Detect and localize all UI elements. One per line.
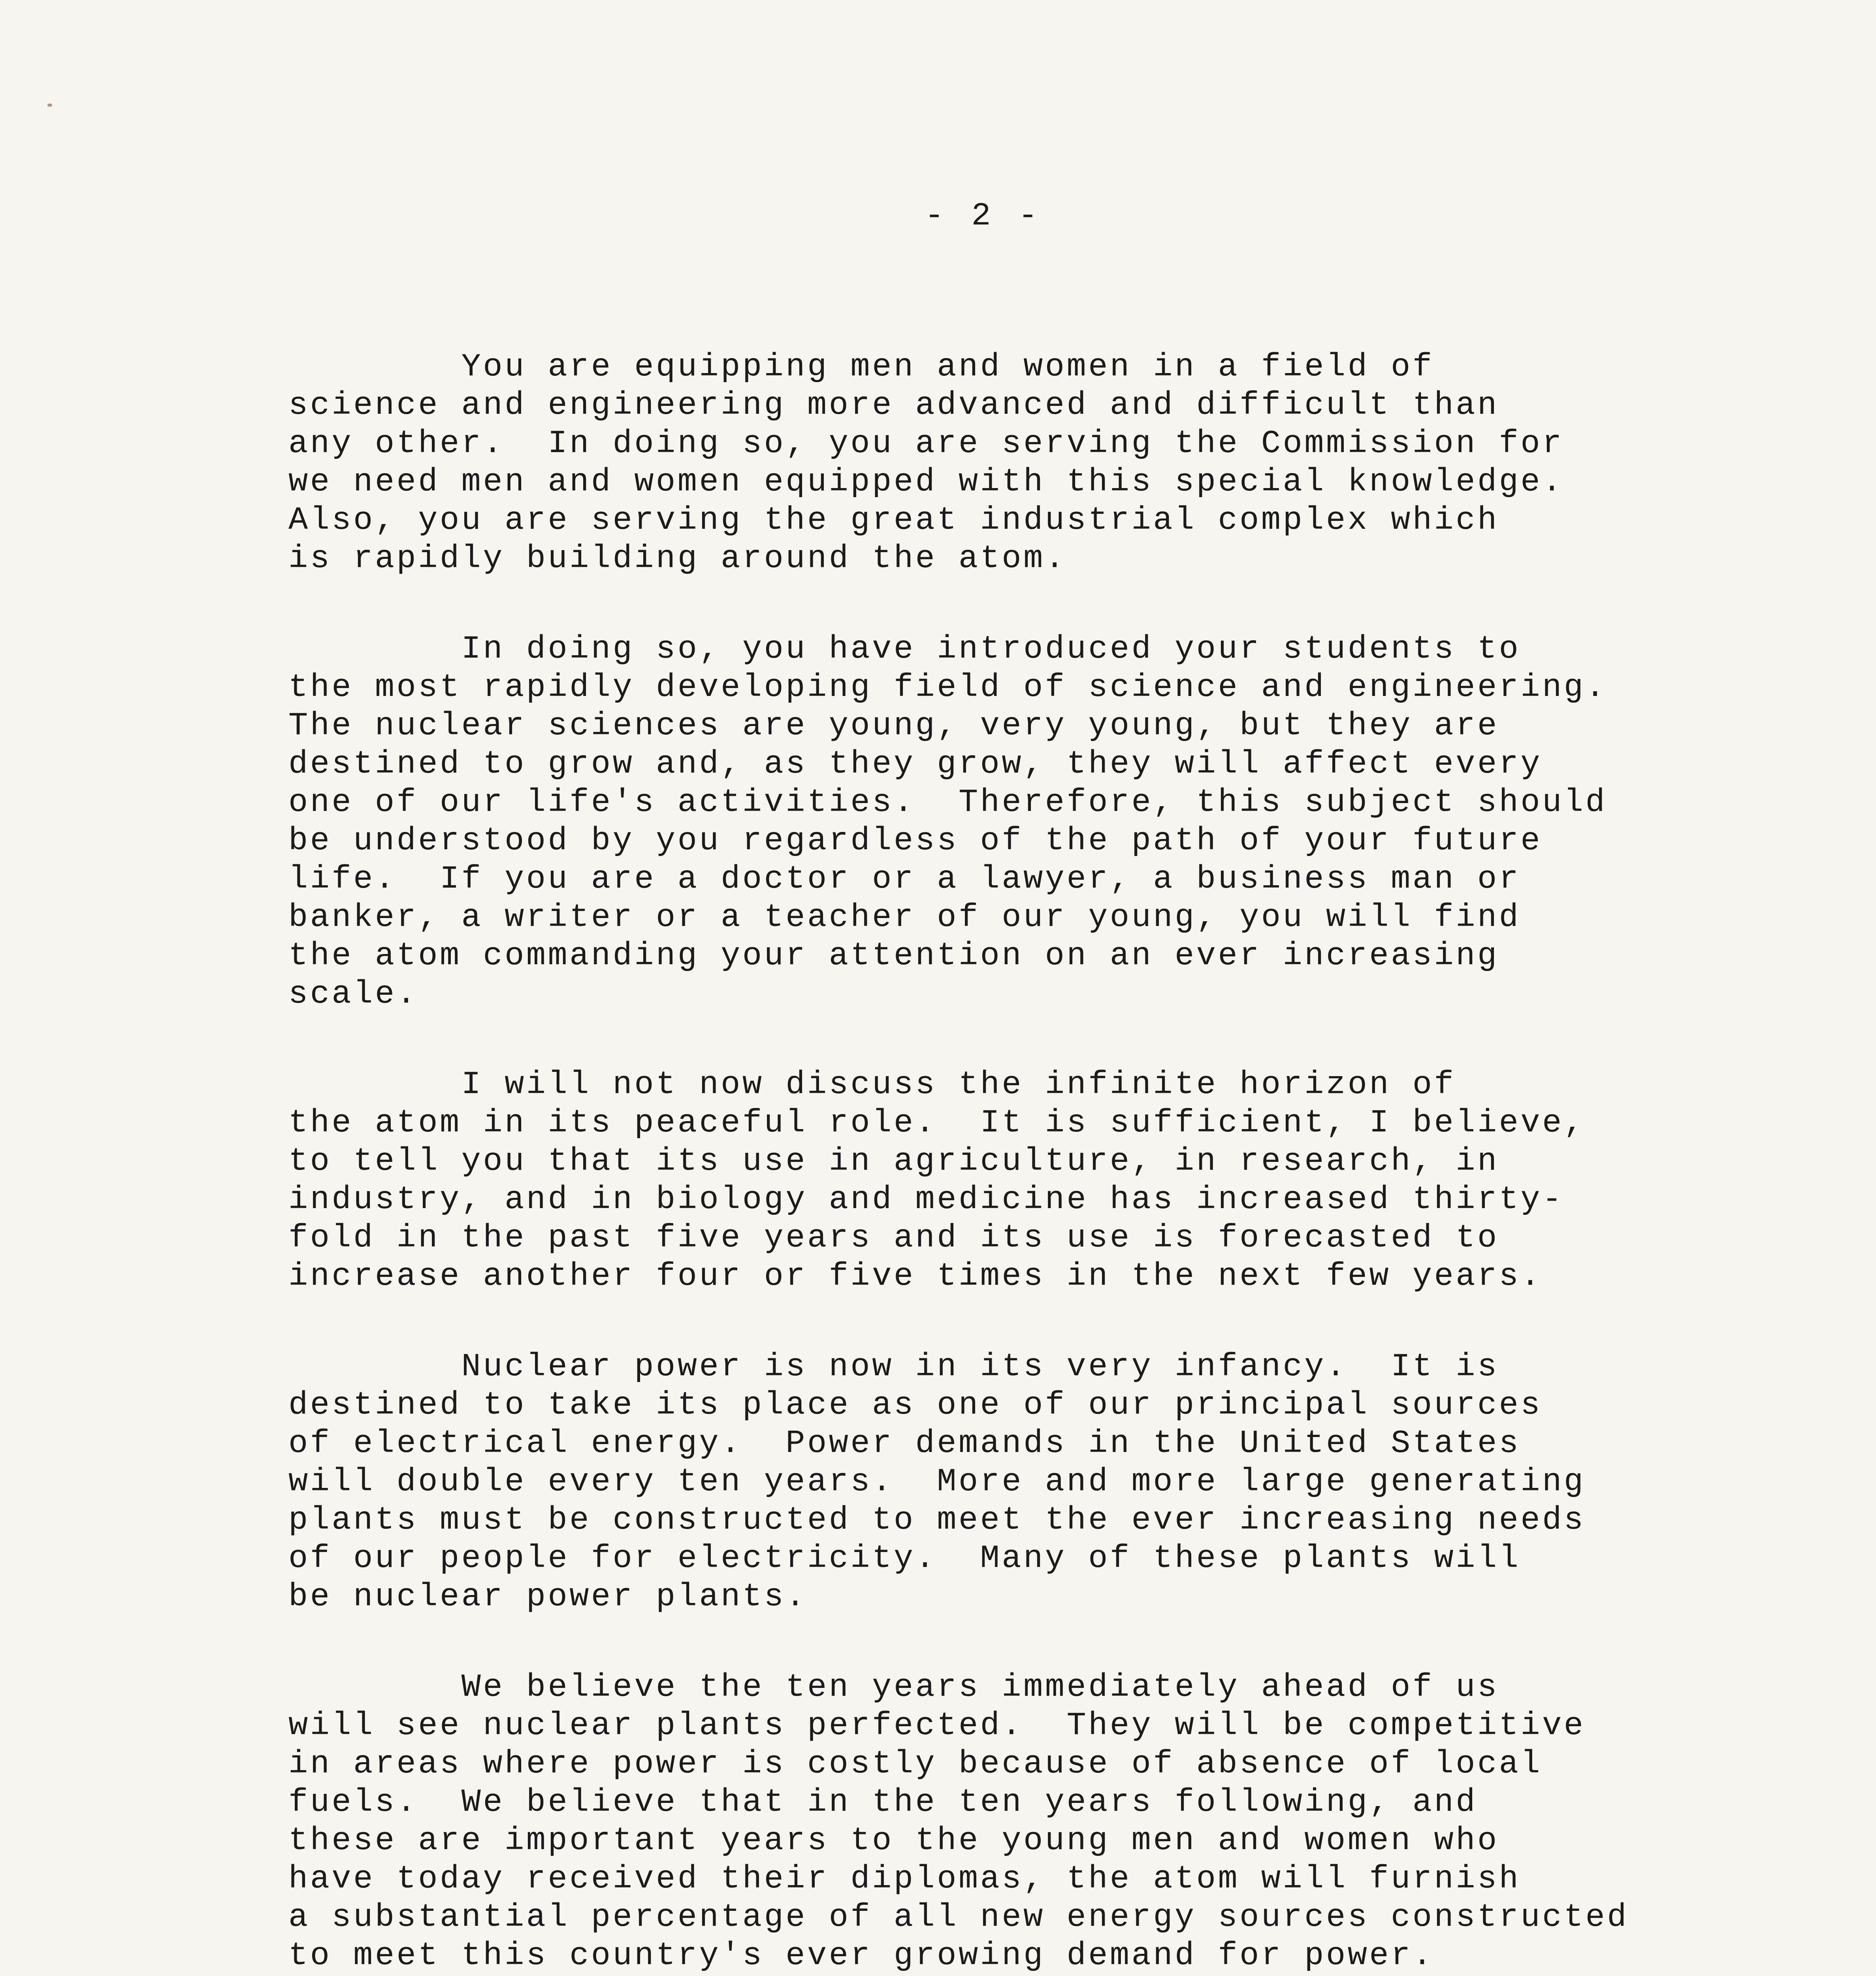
text-line: You are equipping men and women in a field of xyxy=(288,349,1434,385)
page-number: - 2 - xyxy=(925,198,1042,234)
paper-speck xyxy=(47,104,52,107)
text-line: In doing so, you have introduced your students to xyxy=(288,631,1521,667)
text-line: will double every ten years. More and more large generating xyxy=(288,1463,1586,1500)
text-line: is rapidly building around the atom. xyxy=(288,540,1067,577)
text-line: I will not now discuss the infinite horizon of xyxy=(288,1066,1456,1103)
text-line: banker, a writer or a teacher of our young, you will find xyxy=(288,899,1521,936)
text-line: any other. In doing so, you are serving the Commission for xyxy=(288,425,1564,462)
text-line: We believe the ten years immediately ahead of us xyxy=(288,1669,1499,1706)
paragraph-5 xyxy=(288,1668,1750,1975)
document-body xyxy=(288,348,1750,1976)
text-line: to tell you that its use in agriculture, in research, in xyxy=(288,1143,1499,1180)
text-line: fold in the past five years and its use is forecasted to xyxy=(288,1220,1499,1256)
text-line: plants must be constructed to meet the ever increasing needs xyxy=(288,1502,1586,1539)
paragraph-1 xyxy=(288,348,1750,578)
text-line: have today received their diplomas, the atom will furnish xyxy=(288,1861,1521,1897)
text-line: one of our life's activities. Therefore, this subject should xyxy=(288,784,1607,821)
text-line: these are important years to the young men and women who xyxy=(288,1822,1499,1859)
text-line: of our people for electricity. Many of these plants will xyxy=(288,1540,1521,1577)
text-line: we need men and women equipped with this special knowledge. xyxy=(288,464,1564,500)
text-line: the atom in its peaceful role. It is sufficient, I believe, xyxy=(288,1105,1586,1141)
text-line: destined to take its place as one of our principal sources xyxy=(288,1387,1543,1424)
text-line: of electrical energy. Power demands in the United States xyxy=(288,1425,1521,1462)
paragraph-2 xyxy=(288,630,1750,1013)
text-line: Also, you are serving the great industrial complex which xyxy=(288,502,1499,539)
text-line: be understood by you regardless of the path of your future xyxy=(288,822,1543,859)
text-line: in areas where power is costly because of absence of local xyxy=(288,1746,1543,1782)
text-line: scale. xyxy=(288,976,418,1013)
text-line: the most rapidly developing field of science and engineering. xyxy=(288,669,1607,706)
text-line: life. If you are a doctor or a lawyer, a business man or xyxy=(288,861,1521,897)
text-line: destined to grow and, as they grow, they will affect every xyxy=(288,746,1543,782)
text-line: The nuclear sciences are young, very young, but they are xyxy=(288,707,1499,744)
text-line: to meet this country's ever growing demand for power. xyxy=(288,1937,1434,1974)
text-line: Nuclear power is now in its very infancy. It is xyxy=(288,1348,1499,1385)
text-line: a substantial percentage of all new energy sources constructed xyxy=(288,1899,1629,1936)
text-line: the atom commanding your attention on an ever increasing xyxy=(288,937,1499,974)
text-line: will see nuclear plants perfected. They will be competitive xyxy=(288,1707,1586,1744)
paragraph-4 xyxy=(288,1348,1750,1616)
paragraph-3 xyxy=(288,1065,1750,1295)
text-line: fuels. We believe that in the ten years following, and xyxy=(288,1784,1477,1821)
text-line: be nuclear power plants. xyxy=(288,1578,807,1615)
text-line: science and engineering more advanced and difficult than xyxy=(288,387,1499,424)
text-line: increase another four or five times in the next few years. xyxy=(288,1258,1543,1295)
text-line: industry, and in biology and medicine has increased thirty- xyxy=(288,1181,1564,1218)
